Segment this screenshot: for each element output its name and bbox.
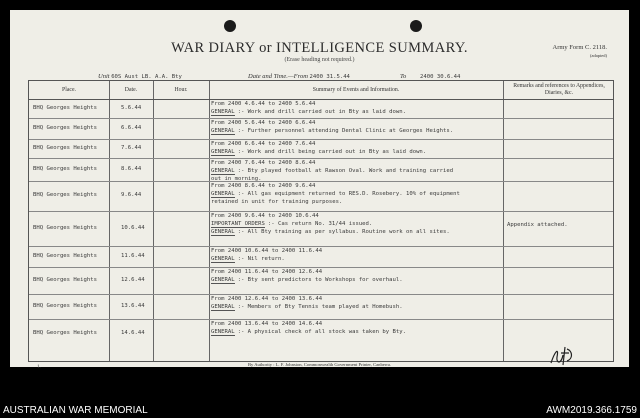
- cell-period: From 2400 8.6.44 to 2400 9.6.44: [211, 183, 316, 189]
- cell-date: 8.6.44: [121, 166, 142, 172]
- cell-remark: Appendix attached.: [507, 222, 568, 228]
- date-range-line: [248, 73, 350, 80]
- date-from-value: 2400 31.5.44: [309, 74, 350, 80]
- general-label: GENERAL: [211, 109, 235, 115]
- row-divider: [29, 319, 613, 320]
- cell-date: 5.6.44: [121, 105, 142, 111]
- cell-general-continued: out in morning.: [211, 176, 262, 182]
- punch-hole: [224, 20, 236, 32]
- header-remarks: Remarks and references to Appendices, Diaries, &c.: [513, 83, 605, 96]
- cell-general: [211, 304, 403, 312]
- cell-place: BHQ Georges Heights: [33, 253, 97, 259]
- general-label: GENERAL: [211, 256, 235, 262]
- row-divider: [29, 294, 613, 295]
- cell-date: 13.6.44: [121, 303, 145, 309]
- diary-sheet: [10, 10, 629, 370]
- cell-place: BHQ Georges Heights: [33, 330, 97, 336]
- page-title: WAR DIARY or INTELLIGENCE SUMMARY.: [171, 40, 468, 56]
- cell-general: [211, 277, 403, 285]
- cell-important-orders: [211, 221, 372, 229]
- cell-date: 9.6.44: [121, 192, 142, 198]
- cell-date: 6.6.44: [121, 125, 142, 131]
- important-orders-text: :- Cas return No. 31/44 issued.: [267, 221, 373, 227]
- general-label: GENERAL: [211, 128, 235, 134]
- footer-institution: AUSTRALIAN WAR MEMORIAL: [3, 405, 148, 416]
- general-label: GENERAL: [211, 304, 235, 310]
- cell-general: [211, 128, 453, 136]
- cell-period: From 2400 7.6.44 to 2400 8.6.44: [211, 160, 316, 166]
- cell-general: [211, 191, 460, 199]
- handwritten-signature: [547, 343, 577, 369]
- header-summary: Summary of Events and Information.: [312, 87, 400, 93]
- general-text: :- Members of Bty Tennis team played at Homebush.: [237, 304, 403, 310]
- cell-place: BHQ Georges Heights: [33, 303, 97, 309]
- cell-period: From 2400 6.6.44 to 2400 7.6.44: [211, 141, 316, 147]
- cell-general: [211, 168, 453, 176]
- punch-hole: [410, 20, 422, 32]
- cell-place: BHQ Georges Heights: [33, 105, 97, 111]
- general-text: :- Further personnel attending Dental Clinic at Georges Heights.: [237, 128, 454, 134]
- cell-place: BHQ Georges Heights: [33, 277, 97, 283]
- general-label: GENERAL: [211, 329, 235, 335]
- cell-place: BHQ Georges Heights: [33, 225, 97, 231]
- general-label: GENERAL: [211, 229, 235, 235]
- unit-value: 60S Aust LB. A.A. Bty: [111, 74, 182, 80]
- cell-general: [211, 229, 450, 237]
- footer-accession: AWM2019.366.1759: [546, 405, 637, 416]
- general-text: :- All gas equipment returned to RES.D. Rosebery. 10% of equipment: [237, 191, 460, 197]
- page-mark: 1.: [37, 365, 41, 370]
- general-label: GENERAL: [211, 168, 235, 174]
- row-divider: [29, 139, 613, 140]
- header-date: Date.: [124, 87, 138, 93]
- date-to-line: [400, 73, 406, 80]
- general-text: :- Work and drill carried out in Bty as laid down.: [237, 109, 406, 115]
- cell-general: [211, 109, 406, 117]
- header-hour: Hour.: [174, 87, 188, 93]
- general-text: :- All Bty training as per syllabus. Routine work on all sites.: [237, 229, 450, 235]
- diary-table: [28, 80, 614, 362]
- cell-date: 10.6.44: [121, 225, 145, 231]
- cell-general: [211, 149, 426, 157]
- general-text: :- Bty sent predictors to Workshops for overhaul.: [237, 277, 403, 283]
- cell-place: BHQ Georges Heights: [33, 125, 97, 131]
- form-reference: [553, 44, 607, 60]
- general-label: GENERAL: [211, 149, 235, 155]
- cell-place: BHQ Georges Heights: [33, 166, 97, 172]
- cell-date: 14.6.44: [121, 330, 145, 336]
- general-text: :- Bty played football at Rawson Oval. Work and training carried: [237, 168, 454, 174]
- important-orders-label: IMPORTANT ORDERS: [211, 221, 265, 227]
- cell-place: BHQ Georges Heights: [33, 145, 97, 151]
- printer-line: By Authority : L. F. Johnston, Commonwealth Government Printer, Canberra.: [247, 362, 392, 367]
- row-divider: [29, 158, 613, 159]
- row-divider: [29, 267, 613, 268]
- cell-period: From 2400 9.6.44 to 2400 10.6.44: [211, 213, 319, 219]
- date-to-value: 2400 30.6.44: [420, 74, 461, 80]
- row-divider: [29, 181, 613, 182]
- general-label: GENERAL: [211, 277, 235, 283]
- row-divider: [29, 246, 613, 247]
- date-to-label: To: [400, 73, 407, 80]
- cell-date: 7.6.44: [121, 145, 142, 151]
- cell-period: From 2400 4.6.44 to 2400 5.6.44: [211, 101, 316, 107]
- cell-period: From 2400 12.6.44 to 2400 13.6.44: [211, 296, 323, 302]
- form-sub-text: (adapted): [590, 53, 607, 58]
- cell-general: [211, 329, 406, 337]
- cell-period: From 2400 5.6.44 to 2400 6.6.44: [211, 120, 316, 126]
- cell-date: 11.6.44: [121, 253, 145, 259]
- cell-period: From 2400 13.6.44 to 2400 14.6.44: [211, 321, 323, 327]
- cell-general-continued: retained in unit for training purposes.: [211, 199, 343, 205]
- page-subtitle: (Erase heading not required.): [284, 57, 355, 63]
- row-divider: [29, 118, 613, 119]
- cell-period: From 2400 10.6.44 to 2400 11.6.44: [211, 248, 323, 254]
- general-text: :- Work and drill being carried out in Bty as laid down.: [237, 149, 427, 155]
- cell-general: [211, 256, 285, 264]
- row-divider: [29, 211, 613, 212]
- date-to-value-line: [420, 73, 460, 80]
- cell-period: From 2400 11.6.44 to 2400 12.6.44: [211, 269, 323, 275]
- general-label: GENERAL: [211, 191, 235, 197]
- cell-date: 12.6.44: [121, 277, 145, 283]
- unit-line: [98, 73, 182, 80]
- unit-label: Unit: [98, 73, 110, 80]
- general-text: :- A physical check of all stock was taken by Bty.: [237, 329, 406, 335]
- form-ref-text: Army Form C. 2118.: [552, 44, 607, 51]
- cell-place: BHQ Georges Heights: [33, 192, 97, 198]
- general-text: :- Nil return.: [237, 256, 285, 262]
- header-place: Place.: [61, 87, 76, 93]
- date-from-label: Date and Time.—From: [248, 73, 308, 80]
